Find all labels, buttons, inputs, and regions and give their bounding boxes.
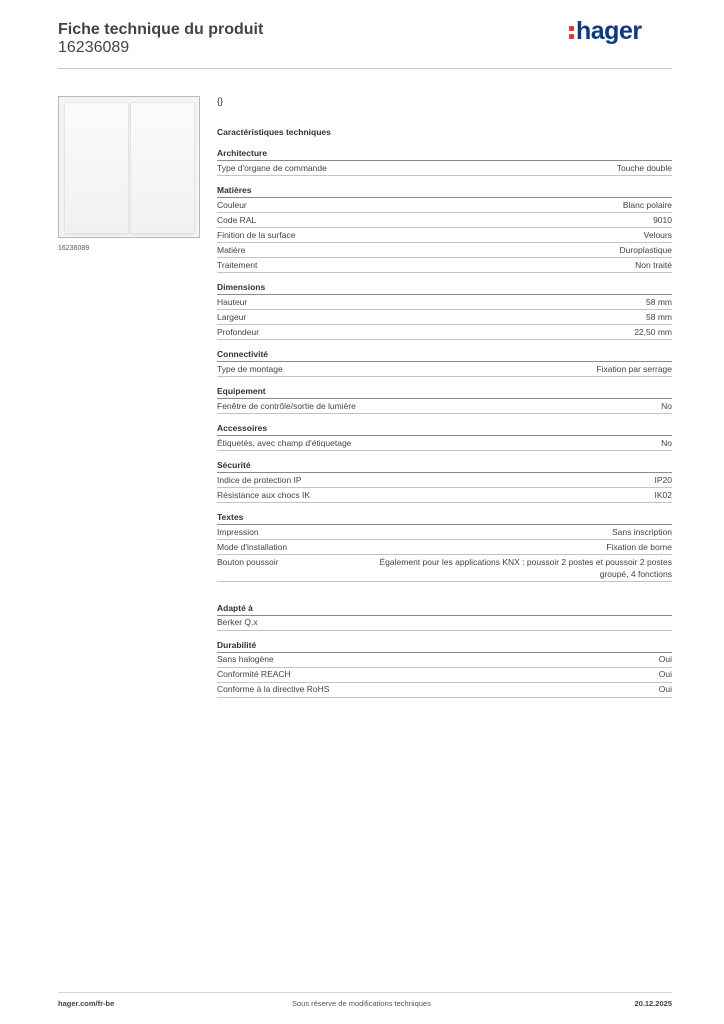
section-heading: Architecture [217,148,268,158]
spec-value: Oui [658,684,672,694]
spec-row [217,198,672,213]
spec-value: 58 mm [646,296,672,307]
spec-row [217,258,672,273]
image-caption: 16236089 [58,245,90,252]
spec-value: Également pour les applications KNX : poussoir 2 postes et poussoir 2 postes groupé, 4 fonctions [379,556,672,579]
spec-value: Blanc polaire [622,199,672,210]
spec-row [217,653,672,668]
spec-value: IP20 [654,474,672,485]
product-number: 16236089 [58,39,130,56]
spec-row [217,399,672,414]
spec-row [217,161,672,176]
spec-label: Type de montage [217,363,283,374]
spec-label: Étiquetés, avec champ d'étiquetage [217,437,352,448]
logo-text: hager [576,17,642,45]
spec-row [217,616,672,631]
spec-value: IK02 [654,489,672,500]
spec-row [217,436,672,451]
product-image [58,96,200,238]
spec-label: Bouton poussoir [217,556,279,567]
spec-value: Non traité [635,259,672,270]
spec-row [217,683,672,698]
braces-text: {} [217,96,224,106]
spec-value: Fixation de borne [606,541,672,552]
spec-value: Oui [658,654,672,664]
spec-label: Couleur [217,199,247,210]
spec-value: 9010 [653,214,672,225]
spec-value: Touche double [616,162,672,173]
section-heading: Connectivité [217,349,269,359]
spec-row [217,310,672,325]
spec-label: Mode d'installation [217,541,288,552]
spec-label: Hauteur [217,296,248,307]
spec-label: Conforme à la directive RoHS [217,684,330,694]
section-heading: Dimensions [217,282,266,292]
rocker-left-icon [64,102,129,234]
spec-section [217,348,672,377]
footer-website: hager.com/fr-be [58,999,115,1008]
spec-label: Berker Q.x [217,617,258,627]
spec-value: No [661,400,672,411]
spec-label: Résistance aux chocs IK [217,489,311,500]
spec-value: Oui [658,669,672,679]
spec-value: Duroplastique [619,244,672,255]
logo-dots-icon [568,21,575,41]
spec-label: Matière [217,244,246,255]
spec-row [217,228,672,243]
spec-value: 58 mm [646,311,672,322]
spec-label: Sans halogène [217,654,274,664]
spec-label: Conformité REACH [217,669,291,679]
spec-label: Indice de protection IP [217,474,302,485]
spec-section [217,459,672,503]
spec-value: No [661,437,672,448]
footer-date: 20.12.2025 [634,999,672,1008]
spec-row [217,243,672,258]
section-heading: Durabilité [217,639,257,650]
spec-label: Code RAL [217,214,257,225]
spec-section [217,511,672,582]
spec-label: Traitement [217,259,258,270]
section-heading: Accessoires [217,423,268,433]
spec-column [217,94,672,698]
spec-section [217,147,672,176]
section-heading: Sécurité [217,460,251,470]
spec-row [217,295,672,310]
section-heading: Adapté à [217,602,253,613]
spec-section [217,639,672,698]
spec-row [217,473,672,488]
spec-row [217,525,672,540]
spec-value: 22,50 mm [634,326,672,337]
spec-section [217,184,672,273]
spec-row [217,488,672,503]
spec-value: Sans inscription [611,526,672,537]
spec-label: Largeur [217,311,247,322]
page-title: Fiche technique du produit [58,21,264,38]
spec-row [217,540,672,555]
spec-section [217,281,672,340]
header-divider [58,68,672,69]
spec-row [217,555,672,582]
spec-label: Finition de la surface [217,229,296,240]
spec-row [217,362,672,377]
rocker-right-icon [130,102,195,234]
spec-row [217,325,672,340]
spec-section [217,602,672,631]
spec-section [217,385,672,414]
spec-row [217,668,672,683]
section-heading: Equipement [217,386,266,396]
spec-value: Fixation par serrage [596,363,672,374]
section-heading: Matières [217,185,252,195]
hager-logo [568,17,642,46]
spec-section [217,422,672,451]
spec-label: Fenêtre de contrôle/sortie de lumière [217,400,356,411]
spec-label: Profondeur [217,326,260,337]
spec-label: Type d'organe de commande [217,162,327,173]
spec-value: Velours [643,229,672,240]
footer-disclaimer: Sous réserve de modifications techniques [292,999,431,1008]
section-heading: Textes [217,512,244,522]
spec-label: Impression [217,526,259,537]
footer-divider [58,992,672,993]
spec-title: Caractéristiques techniques [217,127,331,137]
spec-row [217,213,672,228]
spec-sections [217,147,672,698]
